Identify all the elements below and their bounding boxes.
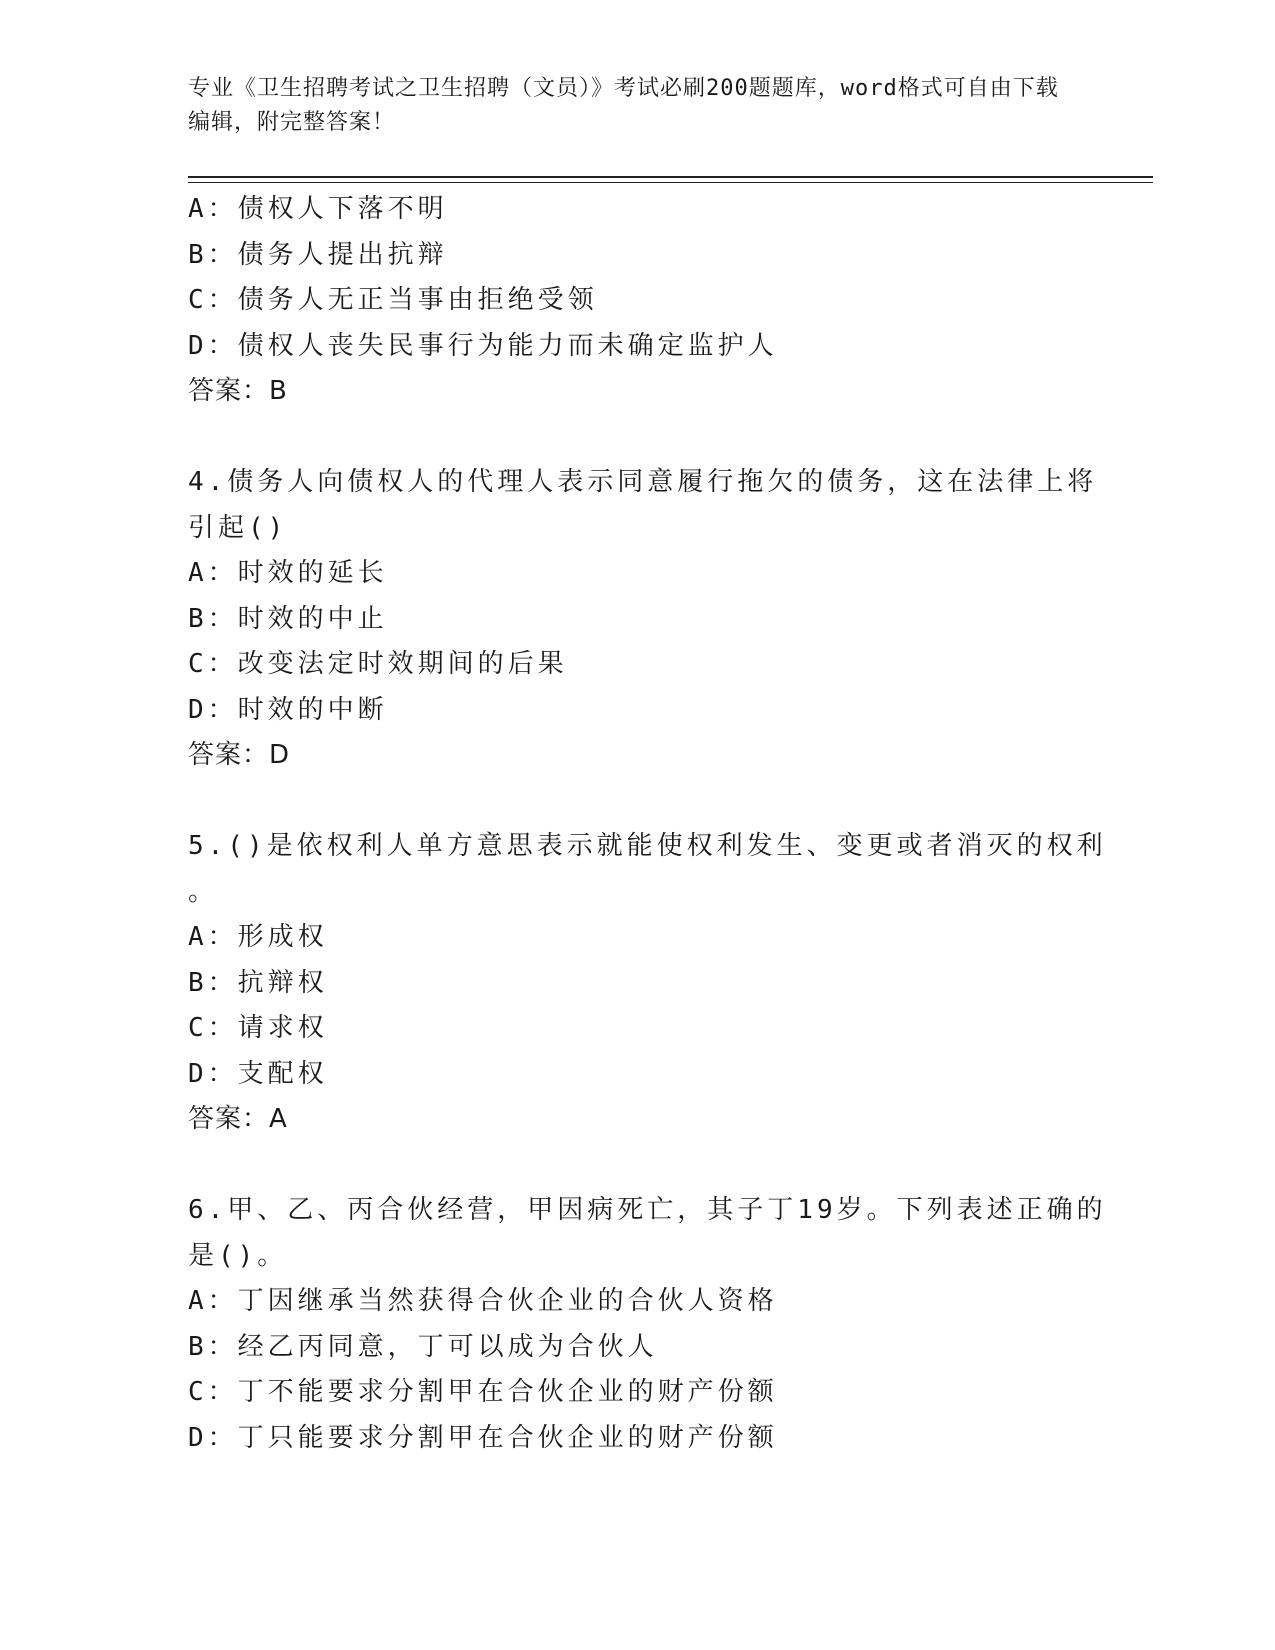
- option-a: A：丁因继承当然获得合伙企业的合伙人资格: [188, 1286, 778, 1316]
- question-3: [188, 187, 1088, 415]
- option-d: D：支配权: [188, 1058, 328, 1089]
- question-list: [188, 187, 1107, 1461]
- option-c: C：改变法定时效期间的后果: [188, 649, 568, 679]
- option-b: B：抗辩权: [188, 967, 328, 998]
- document-header: 专业《卫生招聘考试之卫生招聘（文员）》考试必刷200题题库，word格式可自由下载编辑，附完整答案！: [188, 76, 1059, 135]
- option-a: A：形成权: [188, 922, 328, 952]
- answer-line: 答案：D: [188, 740, 291, 770]
- answer-line: 答案：B: [188, 376, 288, 406]
- spacer: [188, 779, 1088, 825]
- option-d: D：时效的中断: [188, 694, 388, 725]
- question-4: [188, 460, 1098, 779]
- spacer: [188, 1143, 1088, 1189]
- option-c: C：丁不能要求分割甲在合伙企业的财产份额: [188, 1377, 778, 1407]
- header-divider-thin: [188, 182, 1153, 183]
- header-divider-thick: [188, 176, 1153, 178]
- option-a: A：时效的延长: [188, 558, 388, 588]
- question-stem: 4.债务人向债权人的代理人表示同意履行拖欠的债务，这在法律上将: [188, 467, 1098, 497]
- option-d: D：债权人丧失民事行为能力而未确定监护人: [188, 330, 778, 361]
- option-d: D：丁只能要求分割甲在合伙企业的财产份额: [188, 1422, 778, 1453]
- option-a: A：债权人下落不明: [188, 194, 448, 224]
- question-stem-continued: 是()。: [188, 1240, 288, 1271]
- spacer: [188, 415, 1088, 461]
- option-b: B：债务人提出抗辩: [188, 239, 448, 270]
- option-c: C：请求权: [188, 1013, 328, 1043]
- question-stem-continued: 引起(): [188, 512, 288, 543]
- option-c: C：债务人无正当事由拒绝受领: [188, 285, 598, 315]
- question-6: [188, 1188, 1107, 1461]
- question-stem: 5.()是依权利人单方意思表示就能使权利发生、变更或者消灭的权利: [188, 831, 1107, 861]
- option-b: B：经乙丙同意，丁可以成为合伙人: [188, 1331, 658, 1362]
- question-5: [188, 824, 1107, 1143]
- question-stem: 6.甲、乙、丙合伙经营，甲因病死亡，其子丁19岁。下列表述正确的: [188, 1195, 1107, 1225]
- option-b: B：时效的中止: [188, 603, 388, 634]
- question-stem-continued: 。: [188, 876, 219, 907]
- answer-line: 答案：A: [188, 1104, 288, 1134]
